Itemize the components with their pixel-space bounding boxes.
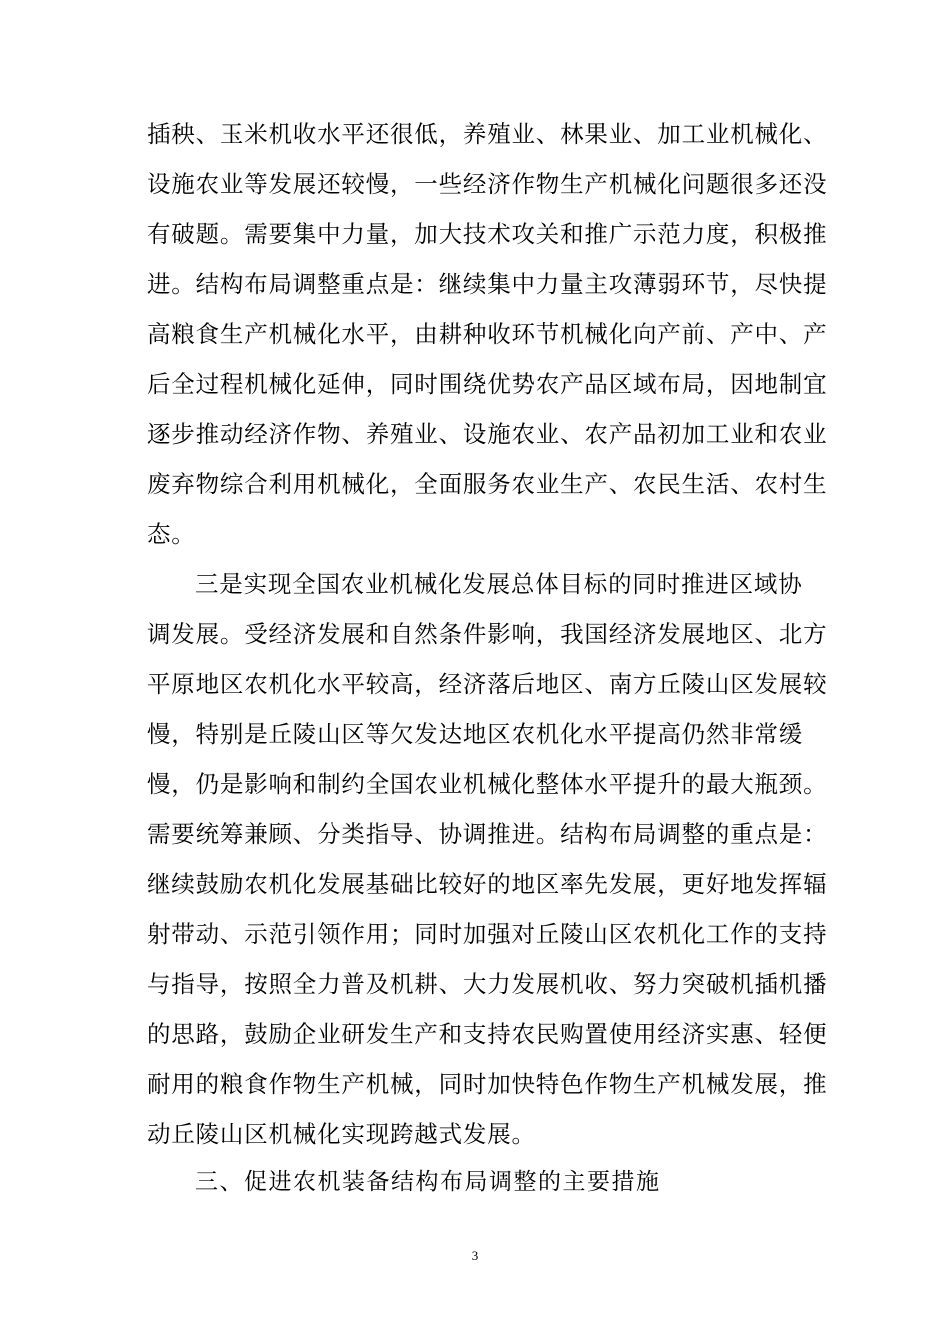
text-line: 态。	[147, 520, 196, 548]
text-line: 慢，特别是丘陵山区等欠发达地区农机化水平提高仍然非常缓	[147, 720, 804, 748]
text-line: 耐用的粮食作物生产机械，同时加快特色作物生产机械发展，推	[147, 1070, 828, 1098]
page-number: 3	[471, 1248, 479, 1263]
text-line: 进。结构布局调整重点是：继续集中力量主攻薄弱环节，尽快提	[147, 270, 828, 298]
text-line: 射带动、示范引领作用；同时加强对丘陵山区农机化工作的支持	[147, 920, 828, 948]
text-line: 高粮食生产机械化水平，由耕种收环节机械化向产前、产中、产	[147, 320, 828, 348]
text-line: 需要统筹兼顾、分类指导、协调推进。结构布局调整的重点是：	[147, 820, 828, 848]
text-line: 有破题。需要集中力量，加大技术攻关和推广示范力度，积极推	[147, 220, 828, 248]
text-line: 后全过程机械化延伸，同时围绕优势农产品区域布局，因地制宜	[147, 370, 828, 398]
text-line: 继续鼓励农机化发展基础比较好的地区率先发展，更好地发挥辐	[147, 870, 828, 898]
text-line: 三是实现全国农业机械化发展总体目标的同时推进区域协	[195, 570, 803, 598]
text-line: 的思路，鼓励企业研发生产和支持农民购置使用经济实惠、轻便	[147, 1020, 828, 1048]
text-line: 调发展。受经济发展和自然条件影响，我国经济发展地区、北方	[147, 620, 828, 648]
text-line: 废弃物综合利用机械化，全面服务农业生产、农民生活、农村生	[147, 470, 828, 498]
text-line: 插秧、玉米机收水平还很低，养殖业、林果业、加工业机械化、	[147, 120, 828, 148]
text-line: 逐步推动经济作物、养殖业、设施农业、农产品初加工业和农业	[147, 420, 828, 448]
section-heading: 三、促进农机装备结构布局调整的主要措施	[195, 1169, 661, 1195]
text-line: 设施农业等发展还较慢，一些经济作物生产机械化问题很多还没	[147, 170, 828, 198]
text-line: 与指导，按照全力普及机耕、大力发展机收、努力突破机插机播	[147, 970, 828, 998]
text-line: 慢，仍是影响和制约全国农业机械化整体水平提升的最大瓶颈。	[147, 770, 828, 798]
text-line: 平原地区农机化水平较高，经济落后地区、南方丘陵山区发展较	[147, 670, 828, 698]
text-line: 动丘陵山区机械化实现跨越式发展。	[147, 1120, 536, 1148]
